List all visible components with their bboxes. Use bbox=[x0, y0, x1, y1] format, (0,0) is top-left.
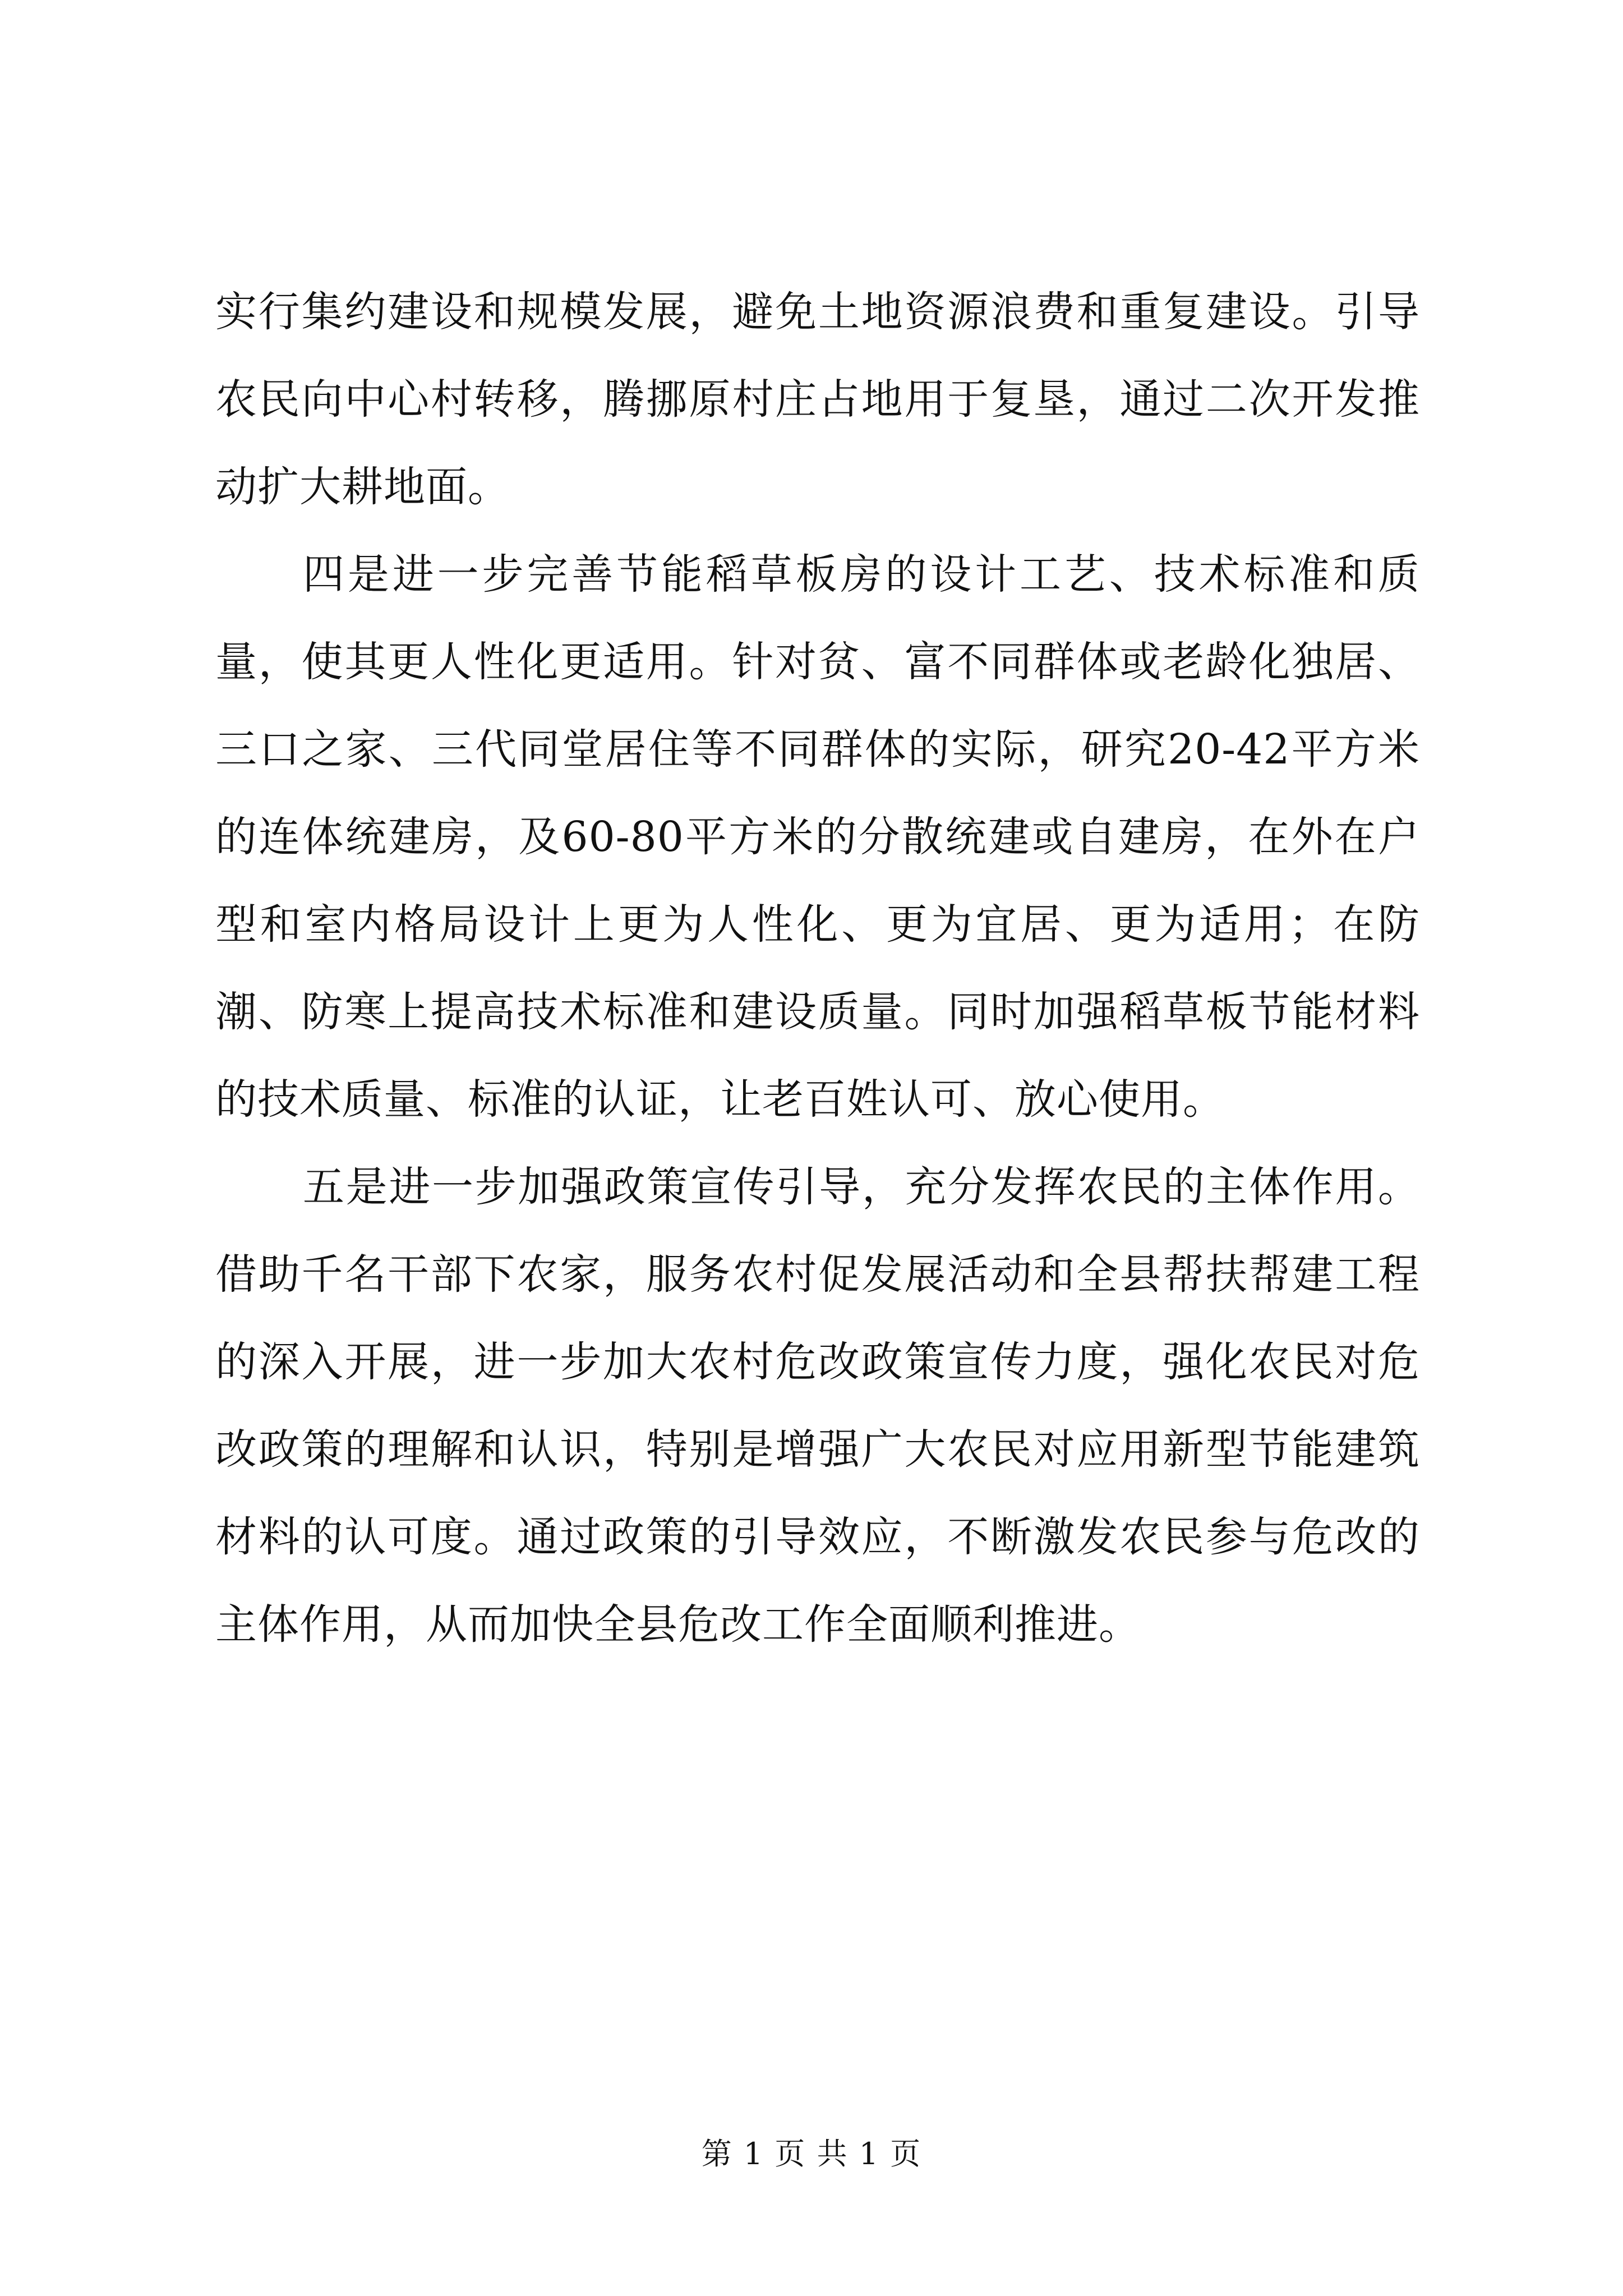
paragraph-point-four: 四是进一步完善节能稻草板房的设计工艺、技术标准和质量，使其更人性化更适用。针对贫、富不同群体或老龄化独居、三口之家、三代同堂居住等不同群体的实际，研究20-42平方米的连体统建房，及60-80平方米的分散统建或自建房，在外在户型和室内格局设计上更为人性化、更为宜居、更为适用；在防潮、防寒上提高技术标准和建设质量。同时加强稻草板节能材料的技术质量、标准的认证，让老百姓认可、放心使用。 bbox=[215, 550, 1420, 1124]
paragraph-point-five: 五是进一步加强政策宣传引导，充分发挥农民的主体作用。借助千名干部下农家，服务农村促发展活动和全县帮扶帮建工程的深入开展，进一步加大农村危改政策宣传力度，强化农民对危改政策的理解和认识，特别是增强广大农民对应用新型节能建筑材料的认可度。通过政策的引导效应，不断激发农民参与危改的主体作用，从而加快全县危改工作全面顺利推进。 bbox=[215, 1163, 1420, 1649]
document-body bbox=[215, 268, 1420, 1668]
page-footer: 第 1 页 共 1 页 bbox=[701, 2136, 922, 2171]
paragraph-continuation: 实行集约建设和规模发展，避免土地资源浪费和重复建设。引导农民向中心村转移，腾挪原村庄占地用于复垦，通过二次开发推动扩大耕地面。 bbox=[215, 288, 1420, 511]
